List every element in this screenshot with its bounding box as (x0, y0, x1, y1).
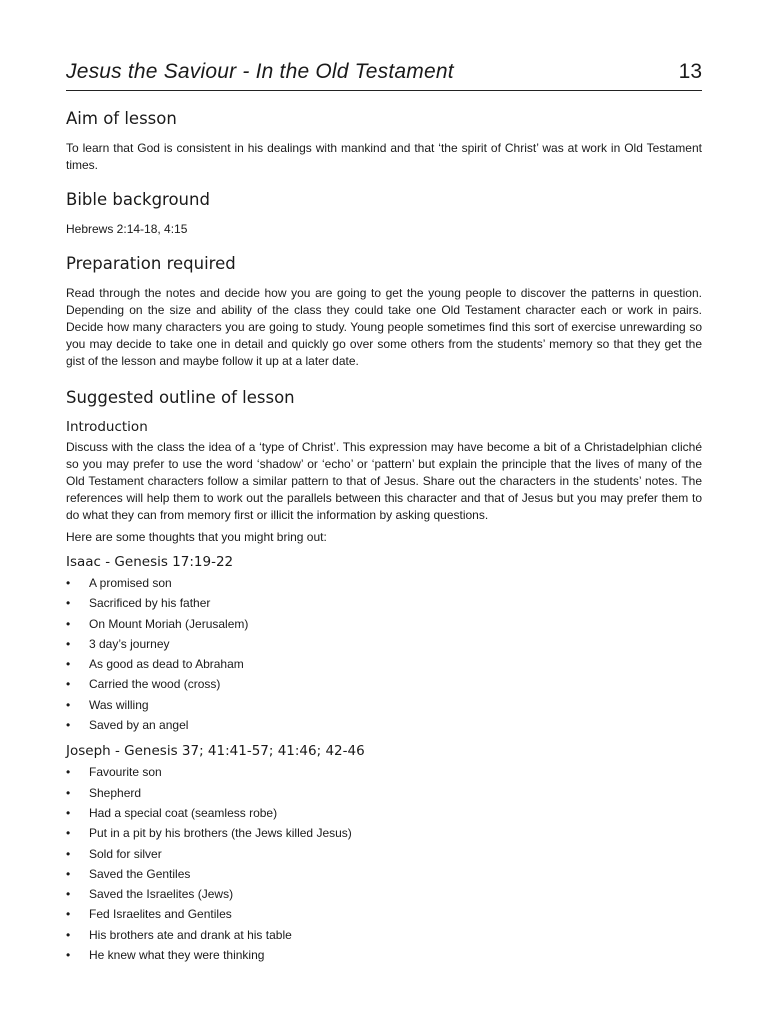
list-item: • Favourite son (66, 762, 702, 782)
outline-section (66, 388, 702, 965)
preparation-heading: Preparation required (66, 254, 236, 273)
list-item: • Put in a pit by his brothers (the Jews killed Jesus) (66, 823, 702, 843)
list-item: • Fed Israelites and Gentiles (66, 904, 702, 924)
list-item: • Carried the wood (cross) (66, 674, 702, 694)
page-title: Jesus the Saviour - In the Old Testament (66, 60, 454, 83)
list-item: • Was willing (66, 695, 702, 715)
preparation-text: Read through the notes and decide how you are going to get the young people to discover the patterns in question. Depending on the size and ability of the class they could take one Old Testament character each or work in pairs. Decide how many characters you are going to study. Young people sometimes find this sort of exercise unrewarding so you may decide to take one in detail and quickly go over some others from the students’ memory so that they get the gist of the lesson and maybe follow it up at a later date. (66, 286, 702, 368)
list-item: • Sold for silver (66, 844, 702, 864)
bible-background-section (66, 190, 702, 238)
list-item: • As good as dead to Abraham (66, 654, 702, 674)
list-item: • Saved by an angel (66, 715, 702, 735)
list-item: • He knew what they were thinking (66, 945, 702, 965)
joseph-list (66, 762, 702, 965)
list-item: • His brothers ate and drank at his table (66, 925, 702, 945)
isaac-heading: Isaac - Genesis 17:19-22 (66, 554, 234, 570)
outline-heading: Suggested outline of lesson (66, 388, 295, 407)
bible-background-text: Hebrews 2:14-18, 4:15 (66, 222, 188, 236)
list-item: • On Mount Moriah (Jerusalem) (66, 614, 702, 634)
list-item: • Shepherd (66, 783, 702, 803)
list-item: • Sacrificed by his father (66, 593, 702, 613)
introduction-heading: Introduction (66, 419, 148, 435)
list-item: • Saved the Gentiles (66, 864, 702, 884)
isaac-list (66, 573, 702, 735)
list-item: • Saved the Israelites (Jews) (66, 884, 702, 904)
thoughts-intro: Here are some thoughts that you might bring out: (66, 530, 327, 544)
aim-heading: Aim of lesson (66, 109, 177, 128)
page-header (66, 60, 702, 91)
list-item: • A promised son (66, 573, 702, 593)
list-item: • Had a special coat (seamless robe) (66, 803, 702, 823)
page-number: 13 (678, 60, 702, 83)
bible-background-heading: Bible background (66, 190, 210, 209)
aim-text: To learn that God is consistent in his dealings with mankind and that ‘the spirit of Christ’ was at work in Old Testament times. (66, 141, 702, 172)
list-item: • 3 day’s journey (66, 634, 702, 654)
joseph-heading: Joseph - Genesis 37; 41:41-57; 41:46; 42-46 (66, 743, 365, 760)
preparation-section (66, 254, 702, 370)
aim-section (66, 109, 702, 174)
introduction-text: Discuss with the class the idea of a ‘type of Christ’. This expression may have become a bit of a Christadelphian cliché so you may prefer to use the word ‘shadow’ or ‘echo’ or ‘pattern’ but explain the principle that the lives of many of the Old Testament characters follow a similar pattern to that of Jesus. Share out the characters in the students’ notes. The references will help them to work out the parallels between this character and that of Jesus but you may prefer them to do what they can from memory first or illicit the information by asking questions. (66, 440, 702, 522)
